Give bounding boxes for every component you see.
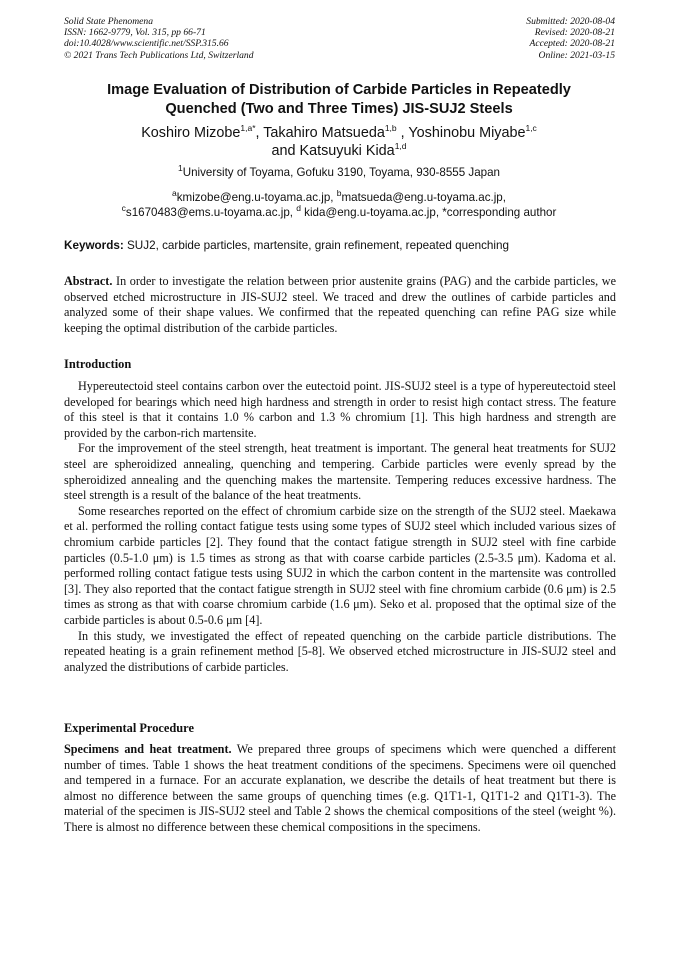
title-line-1: Image Evaluation of Distribution of Carbide Particles in Repeatedly <box>107 82 571 98</box>
paper-title <box>40 81 638 119</box>
email-superscript: b <box>336 188 342 199</box>
email-c: s1670483@ems.u-toyama.ac.jp, <box>125 206 297 219</box>
abstract-label: Abstract. <box>64 274 113 288</box>
author-list <box>40 124 638 160</box>
date-online: Online: 2021-03-15 <box>538 49 615 61</box>
author-superscript: 1,a* <box>240 123 256 134</box>
journal-doi: doi:10.4028/www.scientific.net/SSP.315.66 <box>64 38 229 50</box>
journal-copyright: © 2021 Trans Tech Publications Ltd, Switzerland <box>64 49 254 61</box>
author-superscript: 1,d <box>394 141 407 152</box>
date-revised: Revised: 2020-08-21 <box>534 27 615 39</box>
paragraph: For the improvement of the steel strength, heat treatment is important. The general heat treatments for SUJ2 steel are spheroidized annealing, quenching and tempering. Carbide particles were evenly spread by the spheroidized annealing and the quenching makes the martensite. Tempering reduces excessive hardness. The steel strength is a result of the balance of the heat treatments. <box>64 441 616 503</box>
affiliation-superscript: 1 <box>177 163 183 174</box>
email-superscript: d <box>296 203 301 214</box>
abstract-text: In order to investigate the relation between prior austenite grains (PAG) and the carbide particles, we observed etched microstructure in JIS-SUJ2 steel. We traced and drew the outlines of carbide particles and analyzed some of their shape values. We confirmed that the repeated quenching can refine PAG size while keeping the optimal distribution of the carbide particles. <box>64 274 616 335</box>
email-superscript: c <box>121 203 126 214</box>
keywords <box>64 238 616 253</box>
keywords-label: Keywords: <box>64 239 124 252</box>
email-b: matsueda@eng.u-toyama.ac.jp, <box>341 191 506 204</box>
author-name: , Takahiro Matsueda <box>255 125 385 141</box>
author-name: and Katsuyuki Kida <box>271 143 395 159</box>
author-superscript: 1,c <box>525 123 537 134</box>
journal-header-left <box>64 16 254 61</box>
introduction-section <box>64 379 616 675</box>
affiliation-text: University of Toyama, Gofuku 3190, Toyama, 930-8555 Japan <box>182 166 501 179</box>
paragraph: In this study, we investigated the effect of repeated quenching on the carbide particle distributions. The repeated heating is a grain refinement method [5-8]. We observed etched microstructure in JIS-SUJ2 steel and analyzed the distributions of carbide particles. <box>64 628 616 674</box>
date-accepted: Accepted: 2020-08-21 <box>529 38 615 50</box>
author-emails <box>40 190 638 220</box>
author-superscript: 1,b <box>384 123 397 134</box>
author-name: Koshiro Mizobe <box>141 125 241 141</box>
affiliation <box>40 163 638 180</box>
author-name: , Yoshinobu Miyabe <box>396 125 526 141</box>
experimental-section <box>64 742 616 836</box>
email-d: kida@eng.u-toyama.ac.jp, *corresponding author <box>300 206 557 219</box>
paragraph: Hypereutectoid steel contains carbon over the eutectoid point. JIS-SUJ2 steel is a type of hypereutectoid steel developed for bearings which need high hardness and strength in order to resist high contact stress. The feature of this steel is that it contains 1.0 % carbon and 1.3 % chromium [1]. This high hardness and strength are provided by the carbon-rich martensite. <box>64 379 616 440</box>
keywords-text: SUJ2, carbide particles, martensite, grain refinement, repeated quenching <box>123 239 510 252</box>
section-heading-introduction: Introduction <box>64 357 132 371</box>
paragraph: We prepared three groups of specimens which were quenched a different number of times. Table 1 shows the heat treatment conditions of the specimens. Specimens were oil quenched and tempered in a furnace. For an accurate explanation, we describe the details of heat treatment but there is almost no difference between the same groups of quenching times (e.g. Q1T1-1, Q1T1-2 and Q1T1-3). The material of the specimen is JIS-SUJ2 steel and Table 2 shows the chemical compositions of the steel (weight %). There is almost no difference between these chemical compositions in the specimens. <box>64 742 616 834</box>
journal-issn: ISSN: 1662-9779, Vol. 315, pp 66-71 <box>64 27 206 39</box>
subsection-runin: Specimens and heat treatment. <box>64 742 232 756</box>
paragraph: Some researches reported on the effect of chromium carbide size on the strength of the SUJ2 steel. Maekawa et al. performed the rolling contact fatigue tests using some types of SUJ2 steel which included various sizes of chromium carbide particles [2]. They found that the contact fatigue strength in SUJ2 steel with fine carbide particles (0.5-1.0 μm) is 1.5 times as strong as that with coarse carbide particles (2.5-3.5 μm). Kadoma et al. performed rolling contact fatigue tests using SUJ2 in which the carbon content in the martensite was controlled [3]. They also reported that the contact fatigue strength in SUJ2 steel with fine chromium carbide (0.6 μm) is 2.5 times as strong as that with coarse chromium carbide (1.6 μm). Seko et al. proposed that the optimal size of the carbide particles is about 0.5-0.6 μm [4]. <box>64 503 616 627</box>
title-line-2: Quenched (Two and Three Times) JIS-SUJ2 Steels <box>165 101 513 117</box>
section-heading-experimental-procedure: Experimental Procedure <box>64 721 194 735</box>
date-submitted: Submitted: 2020-08-04 <box>526 16 615 27</box>
email-a: kmizobe@eng.u-toyama.ac.jp, <box>176 191 337 204</box>
abstract <box>64 274 616 336</box>
email-superscript: a <box>172 188 177 199</box>
journal-header-right <box>526 16 615 61</box>
journal-name: Solid State Phenomena <box>64 16 153 27</box>
